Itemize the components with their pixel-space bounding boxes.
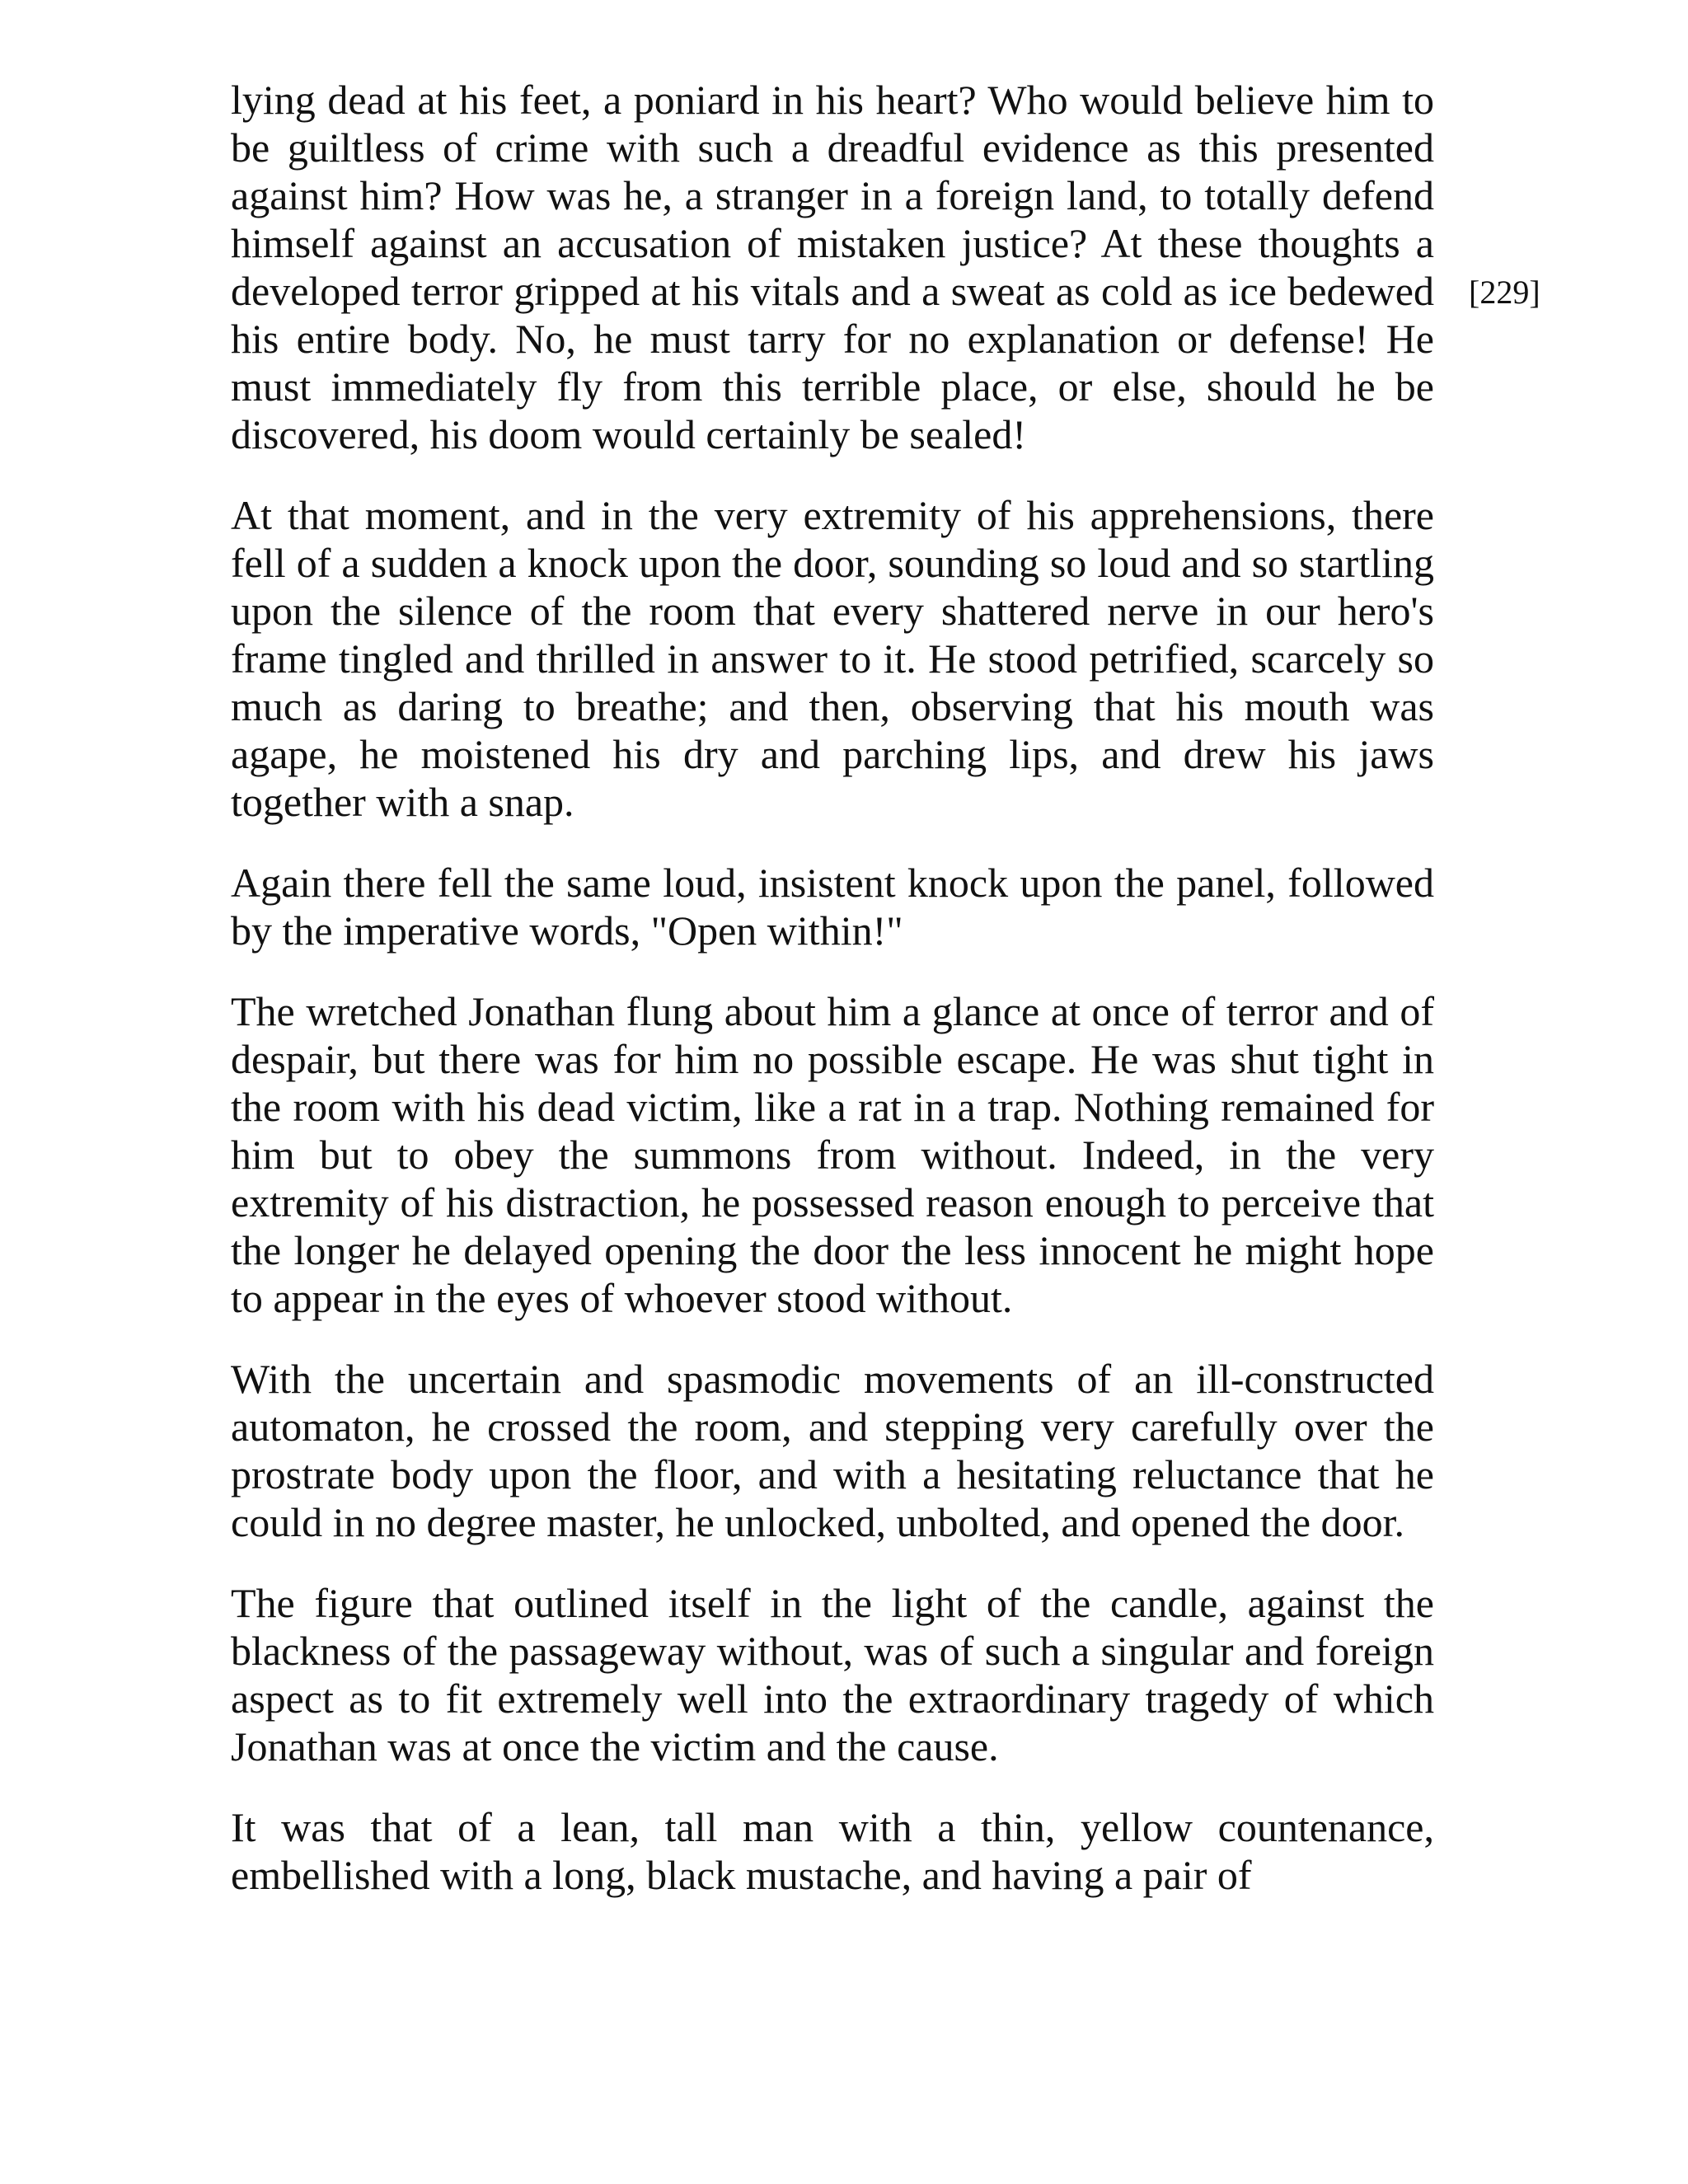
paragraph-1: lying dead at his feet, a poniard in his heart? Who would believe him to be guiltless of crime with such a dreadful evidence as this presented against him? How was he, a stranger in a foreign land, to totally defend himself against an accusation of mistaken justice? At these thoughts a developed terror gripped at his vitals and a sweat as cold as ice bedewed his entire body. No, he must tarry for no explanation or defense! He must immediately fly from this terrible place, or else, should he be discovered, his doom would certainly be sealed! bbox=[231, 77, 1434, 457]
paragraph-5: With the uncertain and spasmodic movements of an ill-constructed automaton, he crossed the room, and stepping very carefully over the prostrate body upon the floor, and with a hesitating reluctance that he could in no degree master, he unlocked, unbolted, and opened the door. bbox=[231, 1356, 1434, 1545]
paragraph-4: The wretched Jonathan flung about him a glance at once of terror and of despair, but there was for him no possible escape. He was shut tight in the room with his dead victim, like a rat in a trap. Nothing remained for him but to obey the summons from without. Indeed, in the very extremity of his distraction, he possessed reason enough to perceive that the longer he delayed opening the door the less innocent he might hope to appear in the eyes of whoever stood without. bbox=[231, 988, 1434, 1321]
paragraph-6: The figure that outlined itself in the light of the candle, against the blackness of the passageway without, was of such a singular and foreign aspect as to fit extremely well into the extraordinary tragedy of which Jonathan was at once the victim and the cause. bbox=[231, 1580, 1434, 1769]
page-number-marker: [229] bbox=[1469, 274, 1540, 311]
body-text bbox=[231, 76, 1434, 1932]
paragraph-2: At that moment, and in the very extremity of his apprehensions, there fell of a sudden a knock upon the door, sounding so loud and so startling upon the silence of the room that every shattered nerve in our hero's frame tingled and thrilled in answer to it. He stood petrified, scarcely so much as daring to breathe; and then, observing that his mouth was agape, he moistened his dry and parching lips, and drew his jaws together with a snap. bbox=[231, 492, 1434, 825]
paragraph-3: Again there fell the same loud, insistent knock upon the panel, followed by the imperative words, "Open within!" bbox=[231, 860, 1434, 954]
paragraph-7: It was that of a lean, tall man with a thin, yellow countenance, embellished with a long, black mustache, and having a pair of bbox=[231, 1804, 1434, 1898]
